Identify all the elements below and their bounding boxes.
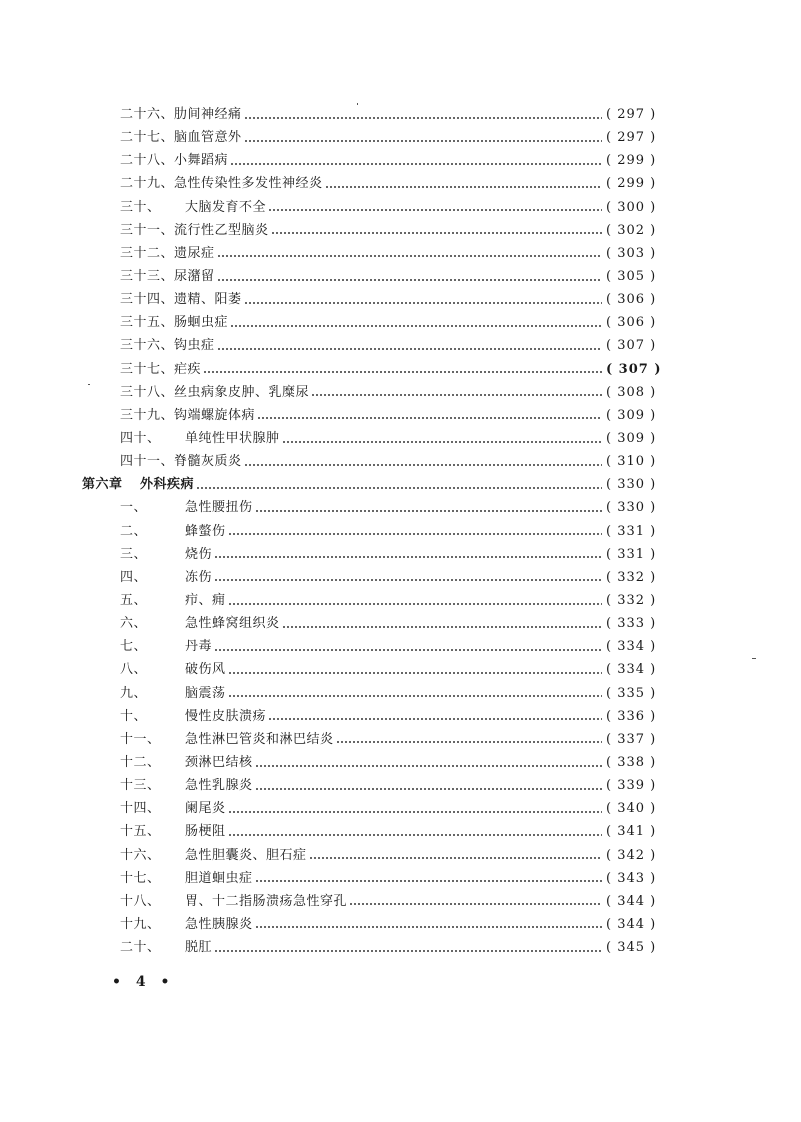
toc-entry[interactable] bbox=[82, 358, 682, 381]
dot-leader bbox=[336, 741, 602, 743]
entry-page: ( 306 ) bbox=[606, 292, 657, 308]
entry-number: 十二、 bbox=[120, 754, 161, 770]
entry-page: ( 331 ) bbox=[606, 546, 657, 562]
entry-number: 五、 bbox=[120, 592, 148, 608]
toc-entry[interactable] bbox=[82, 427, 682, 450]
dot-leader bbox=[244, 140, 602, 142]
dot-leader bbox=[214, 950, 602, 952]
entry-title: 钩端螺旋体病 bbox=[174, 407, 256, 423]
dot-leader bbox=[244, 117, 602, 119]
dot-leader bbox=[214, 579, 602, 581]
toc-entry[interactable] bbox=[82, 311, 682, 334]
dot-leader bbox=[228, 834, 602, 836]
entry-title: 破伤风 bbox=[185, 662, 226, 678]
entry-page: ( 340 ) bbox=[606, 801, 657, 817]
entry-title: 疖、痈 bbox=[185, 592, 226, 608]
entry-page: ( 299 ) bbox=[606, 176, 657, 192]
entry-title: 丝虫病象皮肿、乳糜尿 bbox=[174, 384, 310, 400]
toc-entry[interactable] bbox=[82, 612, 682, 635]
chapter-title: 外科疾病 bbox=[140, 477, 195, 493]
toc-entry[interactable] bbox=[82, 381, 682, 404]
dot-leader bbox=[230, 163, 602, 165]
entry-page: ( 305 ) bbox=[606, 268, 657, 284]
entry-number: 三十、 bbox=[120, 199, 161, 215]
entry-title: 急性胆囊炎、胆石症 bbox=[185, 847, 307, 863]
dot-leader bbox=[282, 626, 602, 628]
entry-number: 三十九、 bbox=[120, 407, 175, 423]
entry-number: 十四、 bbox=[120, 801, 161, 817]
toc-entry[interactable] bbox=[82, 890, 682, 913]
entry-title: 钩虫症 bbox=[174, 338, 215, 354]
entry-page: ( 307 ) bbox=[606, 361, 662, 377]
entry-title: 肠梗阻 bbox=[185, 824, 226, 840]
entry-number: 三十三、 bbox=[120, 268, 175, 284]
entry-number: 十、 bbox=[120, 708, 148, 724]
entry-title: 单纯性甲状腺肿 bbox=[185, 430, 280, 446]
dot-leader bbox=[228, 695, 602, 697]
entry-number: 十八、 bbox=[120, 893, 161, 909]
entry-title: 肋间神经痛 bbox=[174, 107, 242, 122]
dot-leader bbox=[228, 811, 602, 813]
entry-number: 二十八、 bbox=[120, 153, 175, 169]
page-number: • 4 • bbox=[112, 974, 175, 990]
dot-leader bbox=[311, 394, 602, 396]
entry-title: 丹毒 bbox=[185, 639, 213, 655]
chapter-heading[interactable] bbox=[82, 473, 682, 496]
entry-title: 遗精、阳萎 bbox=[174, 292, 242, 308]
entry-title: 小舞蹈病 bbox=[174, 153, 229, 169]
entry-page: ( 332 ) bbox=[606, 592, 657, 608]
entry-page: ( 344 ) bbox=[606, 916, 657, 932]
dot-leader bbox=[255, 880, 602, 882]
dot-leader bbox=[228, 533, 602, 535]
dot-leader bbox=[214, 556, 602, 558]
entry-page: ( 331 ) bbox=[606, 523, 657, 539]
toc-entry[interactable] bbox=[82, 265, 682, 288]
toc-entry[interactable] bbox=[82, 658, 682, 681]
toc-entry[interactable] bbox=[82, 103, 682, 126]
toc-entry[interactable] bbox=[82, 844, 682, 867]
dot-leader bbox=[255, 926, 602, 928]
entry-page: ( 338 ) bbox=[606, 754, 657, 770]
entry-title: 急性传染性多发性神经炎 bbox=[174, 176, 323, 192]
toc-entry[interactable] bbox=[82, 496, 682, 519]
entry-title: 肠蛔虫症 bbox=[174, 315, 229, 331]
entry-page: ( 309 ) bbox=[606, 407, 657, 423]
dot-leader bbox=[255, 765, 602, 767]
entry-title: 脱肛 bbox=[185, 940, 213, 956]
toc-entry[interactable] bbox=[82, 149, 682, 172]
entry-page: ( 333 ) bbox=[606, 616, 657, 632]
entry-page: ( 335 ) bbox=[606, 685, 657, 701]
dot-leader bbox=[244, 464, 602, 466]
entry-number: 三十七、 bbox=[120, 361, 175, 377]
entry-title: 脑震荡 bbox=[185, 685, 226, 701]
dot-leader bbox=[255, 510, 602, 512]
toc-entry[interactable] bbox=[82, 543, 682, 566]
entry-page: ( 309 ) bbox=[606, 430, 657, 446]
dot-leader bbox=[282, 441, 602, 443]
entry-page: ( 341 ) bbox=[606, 824, 657, 840]
entry-title: 疟疾 bbox=[174, 361, 202, 377]
toc-entry[interactable] bbox=[82, 774, 682, 797]
entry-page: ( 334 ) bbox=[606, 662, 657, 678]
entry-page: ( 334 ) bbox=[606, 639, 657, 655]
entry-page: ( 332 ) bbox=[606, 569, 657, 585]
entry-title: 尿潴留 bbox=[174, 268, 215, 284]
entry-title: 颈淋巴结核 bbox=[185, 754, 253, 770]
toc-entry[interactable] bbox=[82, 705, 682, 728]
dot-leader bbox=[196, 487, 602, 489]
entry-page: ( 339 ) bbox=[606, 778, 657, 794]
toc-entry[interactable] bbox=[82, 797, 682, 820]
entry-title: 胃、十二指肠溃疡急性穿孔 bbox=[185, 893, 348, 909]
entry-title: 遗尿症 bbox=[174, 245, 215, 261]
entry-number: 二十七、 bbox=[120, 130, 175, 146]
dot-leader bbox=[268, 718, 602, 720]
entry-number: 三十四、 bbox=[120, 292, 175, 308]
dot-leader bbox=[349, 903, 602, 905]
entry-number: 三十八、 bbox=[120, 384, 175, 400]
entry-title: 冻伤 bbox=[185, 569, 213, 585]
entry-page: ( 307 ) bbox=[606, 338, 657, 354]
entry-title: 急性胰腺炎 bbox=[185, 916, 253, 932]
dot-leader bbox=[217, 348, 602, 350]
chapter-page: ( 330 ) bbox=[606, 477, 657, 493]
entry-page: ( 330 ) bbox=[606, 500, 657, 516]
entry-number: 三十二、 bbox=[120, 245, 175, 261]
scan-speck bbox=[357, 103, 358, 105]
entry-title: 流行性乙型脑炎 bbox=[174, 222, 269, 238]
entry-title: 急性腰扭伤 bbox=[185, 500, 253, 516]
entry-title: 阑尾炎 bbox=[185, 801, 226, 817]
entry-title: 胆道蛔虫症 bbox=[185, 870, 253, 886]
toc-entry[interactable] bbox=[82, 913, 682, 936]
toc-entry[interactable] bbox=[82, 867, 682, 890]
scan-speck bbox=[752, 658, 756, 659]
entry-title: 慢性皮肤溃疡 bbox=[185, 708, 267, 724]
dot-leader bbox=[217, 255, 602, 257]
entry-page: ( 299 ) bbox=[606, 153, 657, 169]
entry-number: 一、 bbox=[120, 500, 148, 516]
dot-leader bbox=[230, 325, 602, 327]
entry-page: ( 337 ) bbox=[606, 731, 657, 747]
entry-page: ( 342 ) bbox=[606, 847, 657, 863]
entry-number: 三十一、 bbox=[120, 222, 175, 238]
dot-leader bbox=[228, 603, 602, 605]
entry-number: 七、 bbox=[120, 639, 148, 655]
toc-entry[interactable] bbox=[82, 728, 682, 751]
entry-title: 大脑发育不全 bbox=[185, 199, 267, 215]
toc-entry[interactable] bbox=[82, 126, 682, 149]
entry-number: 十六、 bbox=[120, 847, 161, 863]
entry-number: 四、 bbox=[120, 569, 148, 585]
toc-entry[interactable] bbox=[82, 172, 682, 195]
entry-number: 二十九、 bbox=[120, 176, 175, 192]
entry-page: ( 344 ) bbox=[606, 893, 657, 909]
toc-entry[interactable] bbox=[82, 242, 682, 265]
entry-title: 蜂螫伤 bbox=[185, 523, 226, 539]
dot-leader bbox=[309, 857, 602, 859]
dot-leader bbox=[217, 279, 602, 281]
entry-page: ( 306 ) bbox=[606, 315, 657, 331]
scan-speck bbox=[88, 384, 90, 385]
toc-entry[interactable] bbox=[82, 566, 682, 589]
dot-leader bbox=[244, 302, 602, 304]
dot-leader bbox=[214, 649, 602, 651]
toc-entry[interactable] bbox=[82, 751, 682, 774]
entry-number: 六、 bbox=[120, 616, 148, 632]
entry-page: ( 297 ) bbox=[606, 130, 657, 146]
entry-page: ( 308 ) bbox=[606, 384, 657, 400]
entry-number: 八、 bbox=[120, 662, 148, 678]
entry-title: 急性淋巴管炎和淋巴结炎 bbox=[185, 731, 334, 747]
entry-number: 二十、 bbox=[120, 940, 161, 956]
dot-leader bbox=[271, 232, 602, 234]
dot-leader bbox=[255, 788, 602, 790]
toc-entry[interactable] bbox=[82, 682, 682, 705]
table-of-contents bbox=[82, 103, 682, 959]
entry-page: ( 345 ) bbox=[606, 940, 657, 956]
toc-entry[interactable] bbox=[82, 635, 682, 658]
toc-entry[interactable] bbox=[82, 196, 682, 219]
entry-page: ( 310 ) bbox=[606, 454, 657, 470]
entry-title: 脑血管意外 bbox=[174, 130, 242, 146]
entry-number: 三十六、 bbox=[120, 338, 175, 354]
toc-entry[interactable] bbox=[82, 334, 682, 357]
entry-number: 三、 bbox=[120, 546, 148, 562]
entry-title: 烧伤 bbox=[185, 546, 213, 562]
dot-leader bbox=[268, 209, 602, 211]
dot-leader bbox=[325, 186, 602, 188]
dot-leader bbox=[203, 371, 602, 373]
toc-entry[interactable] bbox=[82, 936, 682, 959]
toc-entry[interactable] bbox=[82, 404, 682, 427]
dot-leader bbox=[257, 417, 602, 419]
entry-number: 十五、 bbox=[120, 824, 161, 840]
entry-number: 九、 bbox=[120, 685, 148, 701]
toc-entry[interactable] bbox=[82, 820, 682, 843]
entry-page: ( 300 ) bbox=[606, 199, 657, 215]
toc-entry[interactable] bbox=[82, 450, 682, 473]
entry-number: 二十六、 bbox=[120, 107, 175, 122]
toc-entry[interactable] bbox=[82, 219, 682, 242]
entry-title: 急性乳腺炎 bbox=[185, 778, 253, 794]
chapter-number: 第六章 bbox=[82, 477, 123, 493]
toc-entry[interactable] bbox=[82, 589, 682, 612]
entry-number: 三十五、 bbox=[120, 315, 175, 331]
dot-leader bbox=[228, 672, 602, 674]
toc-entry[interactable] bbox=[82, 288, 682, 311]
entry-number: 十七、 bbox=[120, 870, 161, 886]
entry-page: ( 343 ) bbox=[606, 870, 657, 886]
entry-number: 十九、 bbox=[120, 916, 161, 932]
entry-number: 四十、 bbox=[120, 430, 161, 446]
toc-entry[interactable] bbox=[82, 520, 682, 543]
entry-page: ( 302 ) bbox=[606, 222, 657, 238]
entry-page: ( 297 ) bbox=[606, 107, 657, 122]
entry-page: ( 303 ) bbox=[606, 245, 657, 261]
entry-title: 急性蜂窝组织炎 bbox=[185, 616, 280, 632]
entry-number: 二、 bbox=[120, 523, 148, 539]
entry-title: 脊髓灰质炎 bbox=[174, 454, 242, 470]
entry-number: 十一、 bbox=[120, 731, 161, 747]
entry-page: ( 336 ) bbox=[606, 708, 657, 724]
entry-number: 十三、 bbox=[120, 778, 161, 794]
entry-number: 四十一、 bbox=[120, 454, 175, 470]
